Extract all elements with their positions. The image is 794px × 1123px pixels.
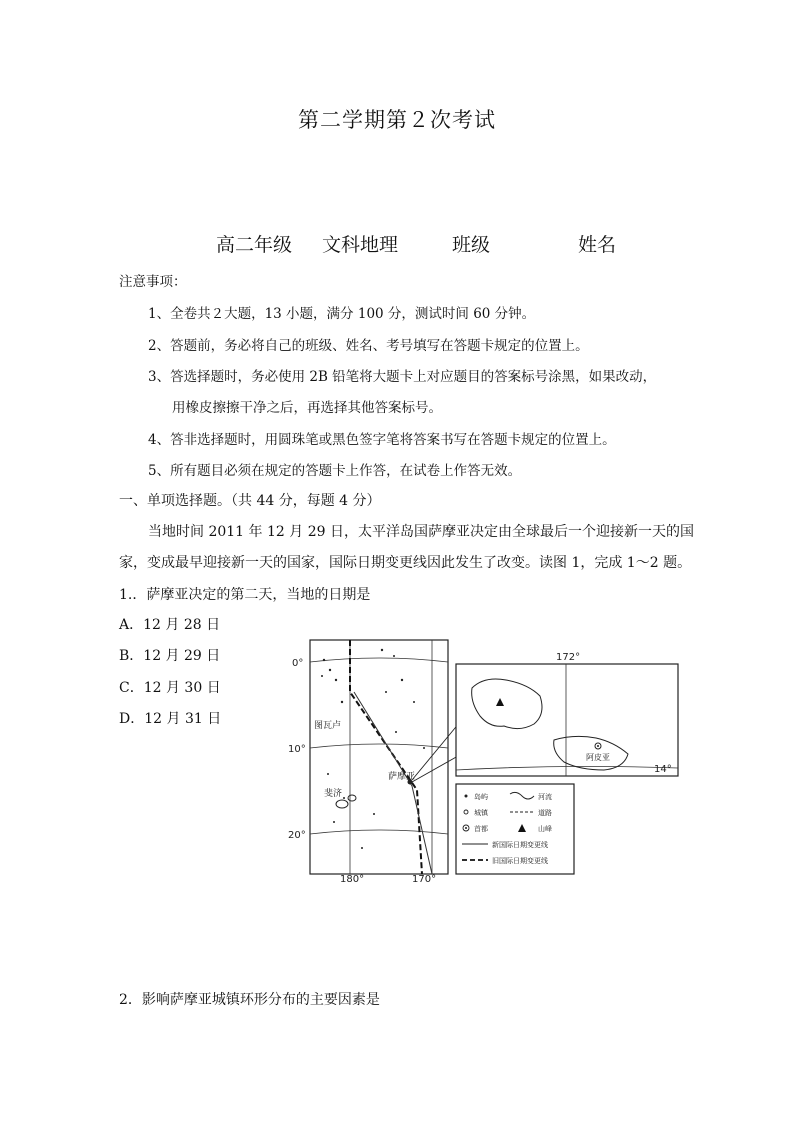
- question-1-stem: 1.．萨摩亚决定的第二天，当地的日期是: [119, 587, 371, 603]
- lon-180-label: 180°: [340, 874, 365, 885]
- inset-lat-label: 14°: [654, 764, 672, 775]
- legend-island: 岛屿: [474, 793, 488, 801]
- lat-0-label: 0°: [292, 658, 304, 669]
- legend-river: 河流: [538, 793, 552, 801]
- notice-heading: 注意事项：: [119, 274, 187, 290]
- lat-10-label: 10°: [288, 744, 306, 755]
- notice-item: 3、答选择题时，务必使用 2B 铅笔将大题卡上对应题目的答案标号涂黑，如果改动，: [148, 369, 657, 385]
- inset-map-frame: [456, 664, 678, 776]
- notice-item: 用橡皮擦擦干净之后，再选择其他答案标号。: [172, 400, 442, 416]
- samoa-label: 萨摩亚: [388, 772, 416, 782]
- exam-title: 第二学期第２次考试: [298, 108, 496, 132]
- legend-road: 道路: [538, 809, 552, 817]
- notice-item: 4、答非选择题时，用圆珠笔或黑色签字笔将答案书写在答题卡规定的位置上。: [148, 432, 616, 448]
- question-1-option-c: C．12 月 30 日: [119, 680, 221, 696]
- main-map-frame: [310, 640, 448, 874]
- fiji-label: 斐济: [324, 789, 343, 799]
- date-line-map: [284, 636, 684, 886]
- question-2-stem: 2．影响萨摩亚城镇环形分布的主要因素是: [119, 992, 380, 1008]
- apia-label: 阿皮亚: [586, 753, 610, 762]
- intro-text: 家，变成最早迎接新一天的国家，国际日期变更线因此发生了改变。读图 1，完成 1～2 题。: [119, 555, 692, 571]
- question-1-option-a: A．12 月 28 日: [119, 617, 221, 633]
- notice-item: 1、全卷共２大题，13 小题，满分 100 分，测试时间 60 分钟。: [148, 306, 536, 322]
- lon-170-label: 170°: [412, 874, 437, 885]
- section-heading: 一、单项选择题。（共 44 分，每题 4 分）: [119, 493, 381, 509]
- intro-text: 当地时间 2011 年 12 月 29 日，太平洋岛国萨摩亚决定由全球最后一个迎接新一天的国: [148, 524, 694, 540]
- lat-20-label: 20°: [288, 830, 306, 841]
- class-label: 班级: [452, 234, 491, 256]
- legend-peak: 山峰: [538, 825, 552, 833]
- tuvalu-label: 图瓦卢: [314, 721, 342, 731]
- notice-item: 2、答题前，务必将自己的班级、姓名、考号填写在答题卡规定的位置上。: [148, 338, 589, 354]
- legend-new-line: 新国际日期变更线: [492, 841, 548, 849]
- subject-label: 文科地理: [322, 234, 399, 256]
- grade-label: 高二年级: [216, 234, 293, 256]
- legend-old-line: 旧国际日期变更线: [492, 857, 548, 865]
- inset-lon-label: 172°: [556, 652, 581, 663]
- question-1-option-d: D．12 月 31 日: [119, 711, 222, 727]
- notice-item: 5、所有题目必须在规定的答题卡上作答，在试卷上作答无效。: [148, 463, 522, 479]
- legend-capital: 首都: [474, 825, 488, 833]
- legend-town: 城镇: [474, 809, 488, 817]
- question-1-option-b: B．12 月 29 日: [119, 648, 221, 664]
- name-label: 姓名: [578, 234, 617, 256]
